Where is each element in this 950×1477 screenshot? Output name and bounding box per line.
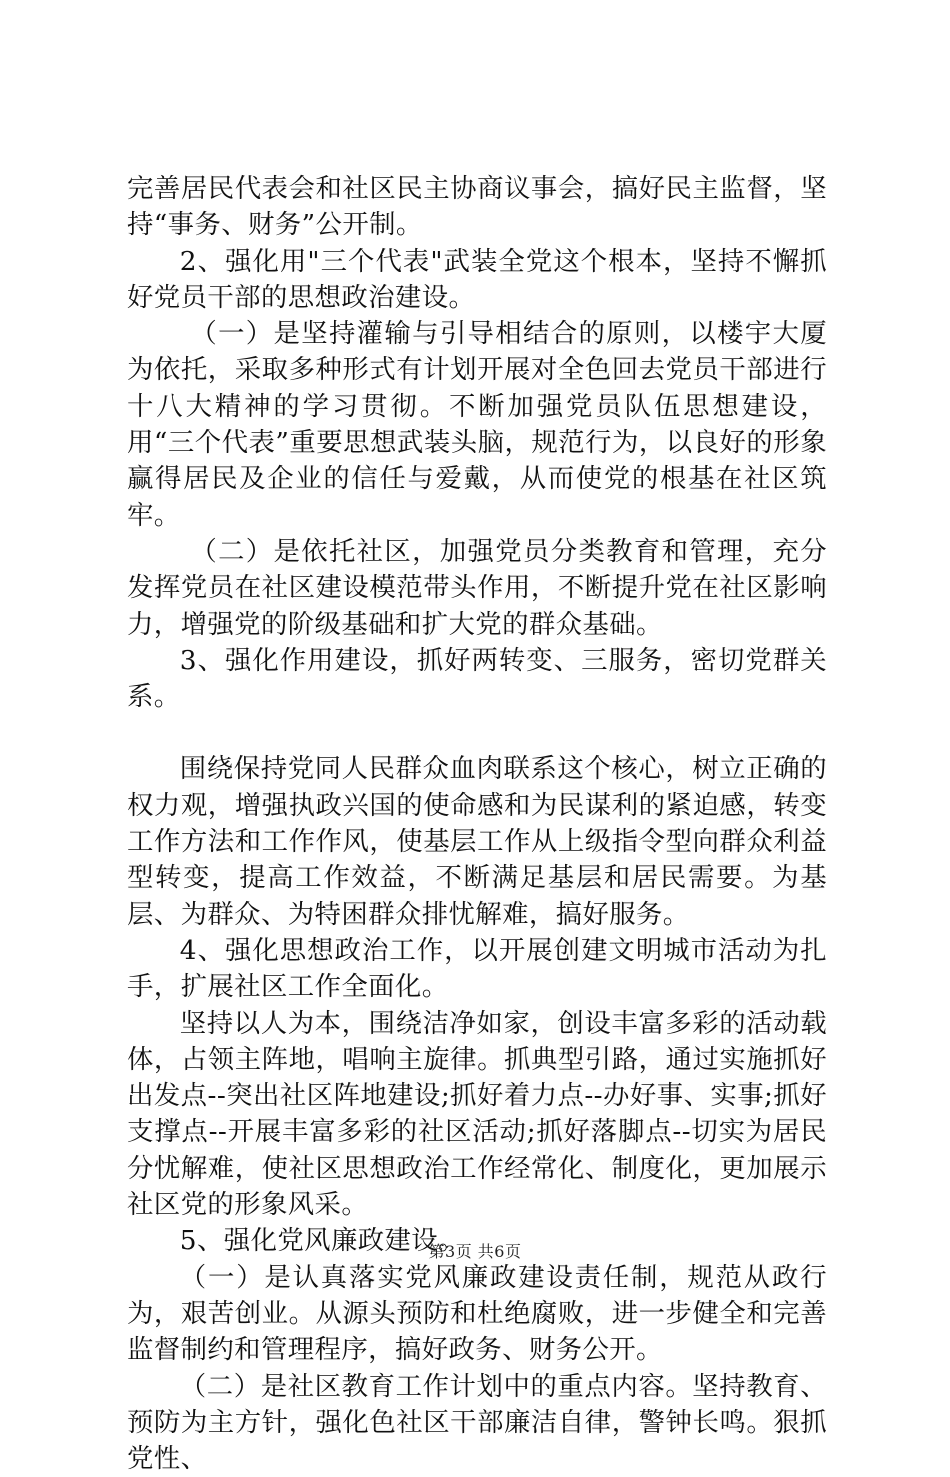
paragraph-9: 5、强化党风廉政建设。: [127, 1223, 827, 1259]
paragraph-8: 坚持以人为本，围绕洁净如家，创设丰富多彩的活动载体，占领主阵地，唱响主旋律。抓典型引路，通过实施抓好出发点--突出社区阵地建设;抓好着力点--办好事、实事;抓好支撑点--开展丰富多彩的社区活动;抓好落脚点--切实为居民分忧解难，使社区思想政治工作经常化、制度化，更加展示社区党的形象风采。: [127, 1006, 827, 1224]
paragraph-1: 完善居民代表会和社区民主协商议事会，搞好民主监督，坚持“事务、财务”公开制。: [127, 171, 827, 244]
paragraph-2: 2、强化用"三个代表"武装全党这个根本，坚持不懈抓好党员干部的思想政治建设。: [127, 244, 827, 317]
paragraph-4: （二）是依托社区，加强党员分类教育和管理，充分发挥党员在社区建设模范带头作用，不断提升党在社区影响力，增强党的阶级基础和扩大党的群众基础。: [127, 534, 827, 643]
page-number: 第3页 共6页: [429, 1242, 522, 1261]
paragraph-10: （一）是认真落实党风廉政建设责任制，规范从政行为，艰苦创业。从源头预防和杜绝腐败，进一步健全和完善监督制约和管理程序，搞好政务、财务公开。: [127, 1260, 827, 1369]
paragraph-gap: [127, 715, 827, 751]
page-footer: [0, 1239, 950, 1262]
paragraph-11: （二）是社区教育工作计划中的重点内容。坚持教育、预防为主方针，强化色社区干部廉洁自律，警钟长鸣。狠抓党性、: [127, 1369, 827, 1477]
paragraph-3: （一）是坚持灌输与引导相结合的原则，以楼宇大厦为依托，采取多种形式有计划开展对全色回去党员干部进行十八大精神的学习贯彻。不断加强党员队伍思想建设，用“三个代表”重要思想武装头脑，规范行为，以良好的形象赢得居民及企业的信任与爱戴，从而使党的根基在社区筑牢。: [127, 316, 827, 534]
paragraph-7: 4、强化思想政治工作，以开展创建文明城市活动为扎手，扩展社区工作全面化。: [127, 933, 827, 1006]
paragraph-6: 围绕保持党同人民群众血肉联系这个核心，树立正确的权力观，增强执政兴国的使命感和为民谋利的紧迫感，转变工作方法和工作作风，使基层工作从上级指令型向群众利益型转变，提高工作效益，不断满足基层和居民需要。为基层、为群众、为特困群众排忧解难，搞好服务。: [127, 751, 827, 932]
paragraph-5: 3、强化作用建设，抓好两转变、三服务，密切党群关系。: [127, 643, 827, 716]
document-body: [127, 171, 827, 1477]
